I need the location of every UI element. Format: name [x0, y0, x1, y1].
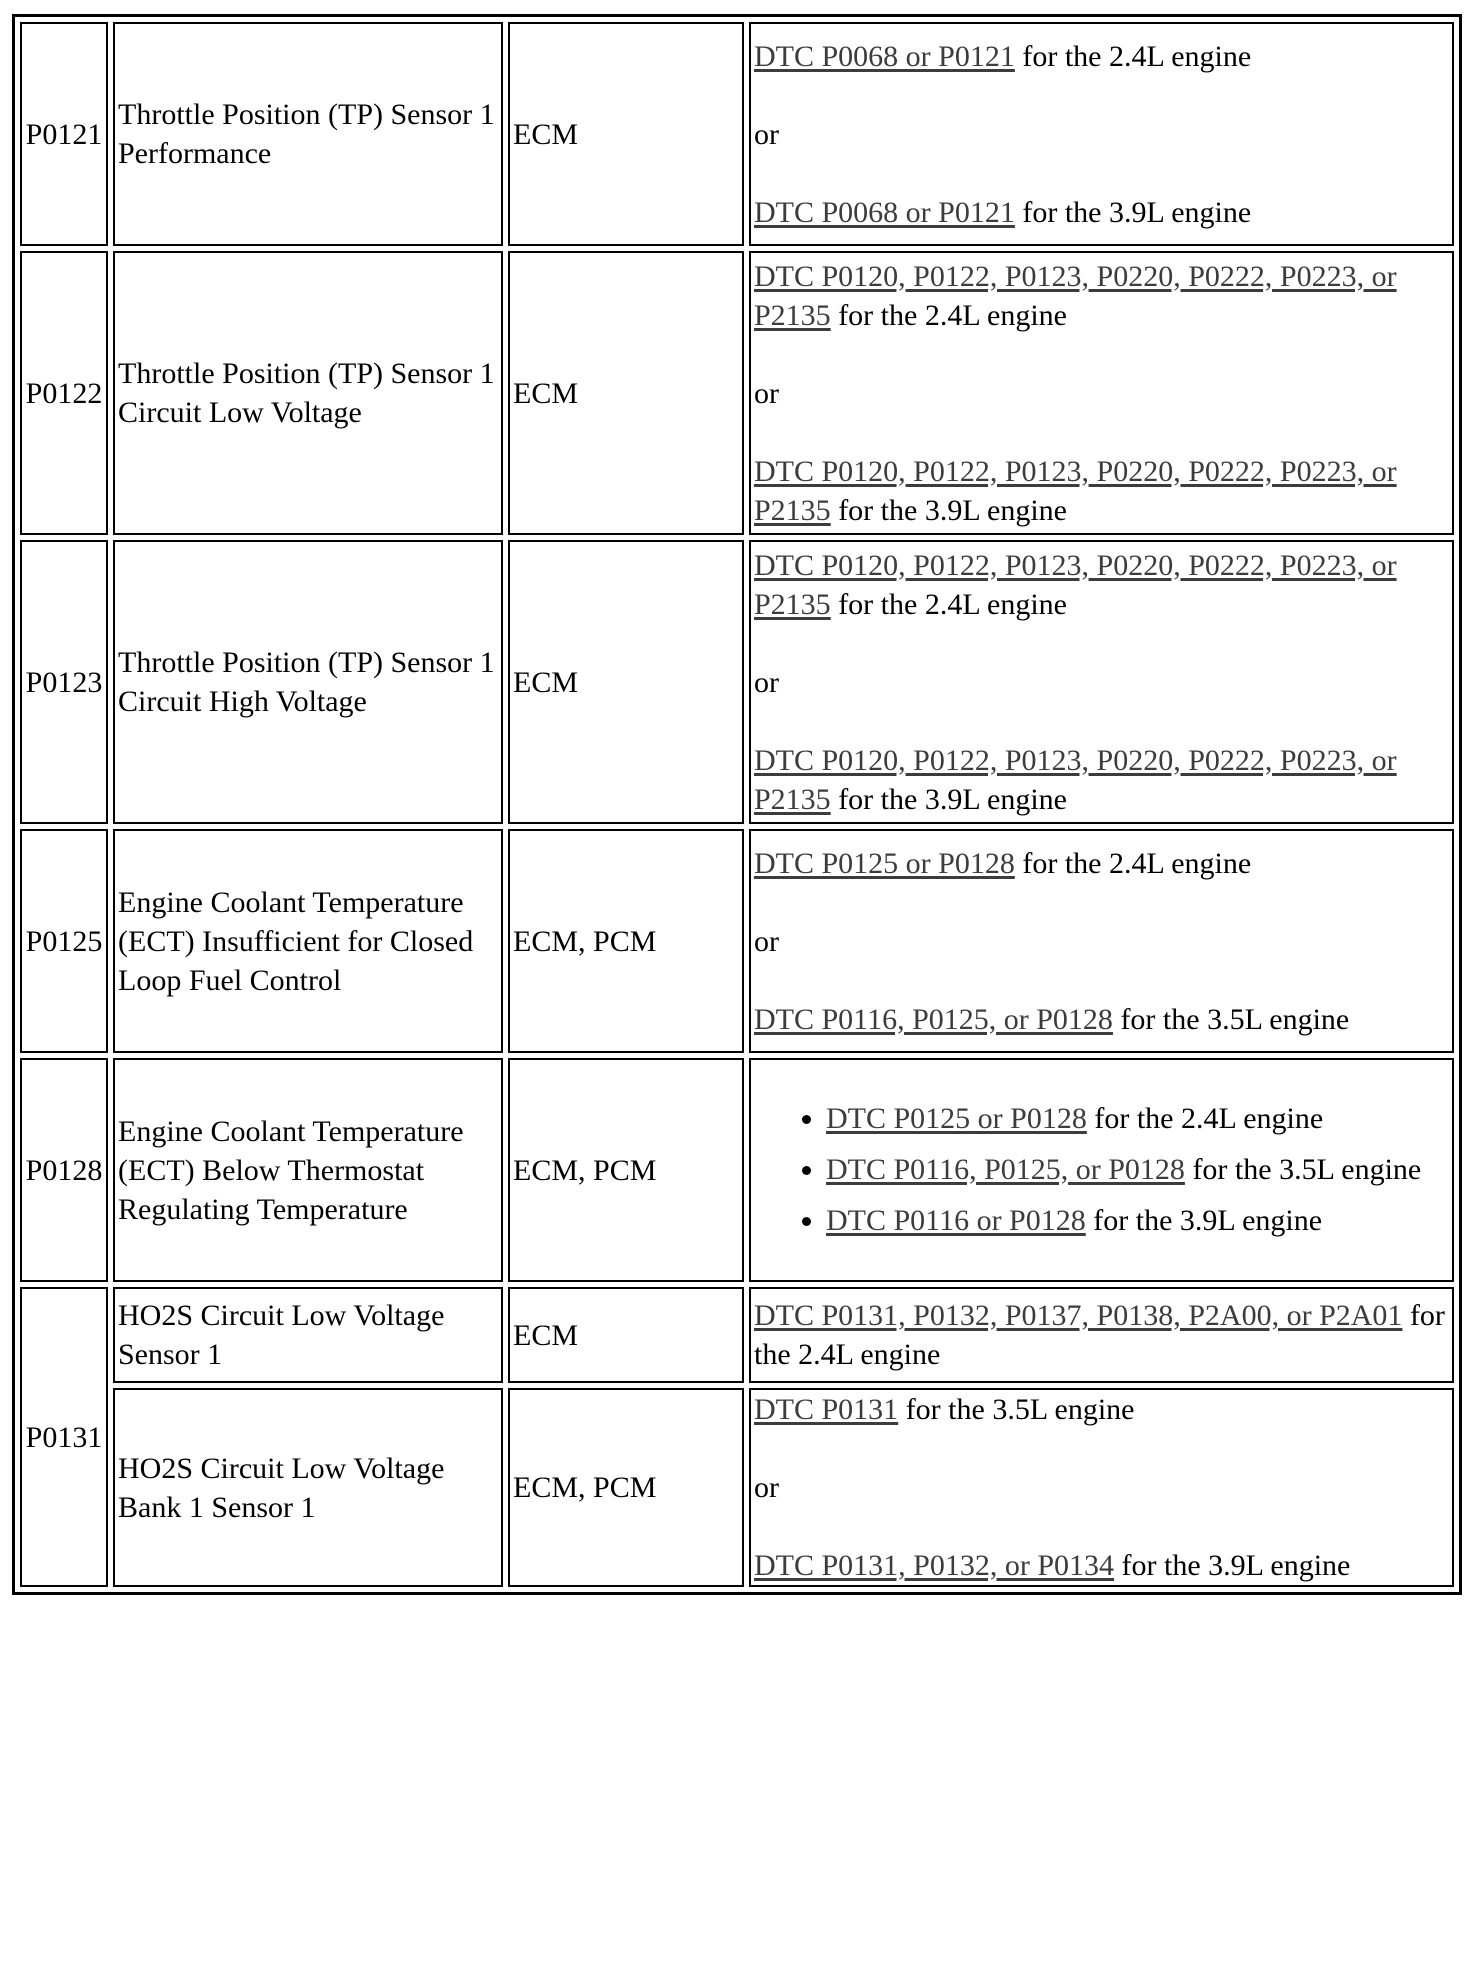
table-row: [20, 1287, 1454, 1383]
dtc-link-suffix: for the 3.9L engine: [1014, 195, 1252, 229]
dtc-code: P0128: [20, 1058, 108, 1282]
dtc-link-suffix: for the 2.4L engine: [1086, 1101, 1324, 1135]
dtc-link[interactable]: DTC P0131, P0132, P0137, P0138, P2A00, or P2A01: [754, 1299, 1403, 1332]
dtc-code: P0122: [20, 251, 108, 535]
table-row: [20, 1388, 1454, 1587]
dtc-link-suffix: for the 3.9L engine: [830, 782, 1067, 816]
dtc-code: P0121: [20, 22, 108, 246]
list-item: [826, 1201, 1449, 1240]
dtc-link[interactable]: DTC P0120, P0122, P0123, P0220, P0222, P0223, or P2135: [754, 548, 1397, 621]
dtc-link-suffix: for the 3.5L engine: [1112, 1002, 1350, 1036]
dtc-link-suffix: for the 2.4L engine: [754, 1299, 1445, 1371]
dtc-code: P0123: [20, 540, 108, 824]
dtc-module: ECM: [508, 540, 744, 824]
dtc-table: [12, 14, 1462, 1595]
dtc-description: Throttle Position (TP) Sensor 1 Performance: [113, 22, 503, 246]
dtc-link-suffix: for the 2.4L engine: [830, 298, 1067, 332]
dtc-description: HO2S Circuit Low Voltage Sensor 1: [113, 1287, 503, 1383]
dtc-link-suffix: for the 3.9L engine: [830, 493, 1067, 527]
list-item: [826, 1150, 1449, 1189]
dtc-link-suffix: for the 3.9L engine: [1085, 1203, 1323, 1237]
dtc-link[interactable]: DTC P0131, P0132, or P0134: [754, 1549, 1115, 1582]
dtc-link-suffix: for the 3.9L engine: [1114, 1549, 1351, 1582]
dtc-module: ECM: [508, 251, 744, 535]
dtc-reference: [749, 1287, 1454, 1383]
dtc-link-suffix: for the 2.4L engine: [830, 587, 1067, 621]
dtc-module: ECM: [508, 1287, 744, 1383]
dtc-link-suffix: for the 2.4L engine: [1014, 846, 1252, 880]
or-text: or: [754, 117, 779, 151]
dtc-link[interactable]: DTC P0116, P0125, or P0128: [826, 1152, 1185, 1186]
dtc-link-suffix: for the 3.5L engine: [1184, 1152, 1422, 1186]
table-row: [20, 540, 1454, 824]
dtc-table-page: [12, 14, 1462, 1595]
dtc-description: Throttle Position (TP) Sensor 1 Circuit Low Voltage: [113, 251, 503, 535]
or-text: or: [754, 1471, 779, 1504]
or-text: or: [754, 376, 779, 410]
dtc-description: Engine Coolant Temperature (ECT) Insufficient for Closed Loop Fuel Control: [113, 829, 503, 1053]
dtc-module: ECM, PCM: [508, 1388, 744, 1587]
dtc-description: Engine Coolant Temperature (ECT) Below Thermostat Regulating Temperature: [113, 1058, 503, 1282]
dtc-description: HO2S Circuit Low Voltage Bank 1 Sensor 1: [113, 1388, 503, 1587]
dtc-link-suffix: for the 3.5L engine: [898, 1393, 1135, 1426]
dtc-reference: [749, 540, 1454, 824]
dtc-module: ECM, PCM: [508, 829, 744, 1053]
dtc-reference: [749, 251, 1454, 535]
dtc-link[interactable]: DTC P0120, P0122, P0123, P0220, P0222, P0223, or P2135: [754, 743, 1397, 816]
dtc-link[interactable]: DTC P0116 or P0128: [826, 1203, 1086, 1237]
bullet-list: [754, 1099, 1449, 1240]
table-row: [20, 829, 1454, 1053]
dtc-link[interactable]: DTC P0125 or P0128: [826, 1101, 1087, 1135]
table-row: [20, 22, 1454, 246]
dtc-link[interactable]: DTC P0068 or P0121: [754, 39, 1015, 73]
dtc-reference: [749, 22, 1454, 246]
dtc-link[interactable]: DTC P0068 or P0121: [754, 195, 1015, 229]
or-text: or: [754, 665, 779, 699]
dtc-reference: [749, 1388, 1454, 1587]
list-item: [826, 1099, 1449, 1138]
dtc-reference: [749, 829, 1454, 1053]
dtc-code: P0125: [20, 829, 108, 1053]
dtc-link-suffix: for the 2.4L engine: [1014, 39, 1252, 73]
dtc-link[interactable]: DTC P0116, P0125, or P0128: [754, 1002, 1113, 1036]
table-row: [20, 1058, 1454, 1282]
dtc-link[interactable]: DTC P0125 or P0128: [754, 846, 1015, 880]
or-text: or: [754, 924, 779, 958]
dtc-link[interactable]: DTC P0131: [754, 1393, 899, 1426]
dtc-module: ECM: [508, 22, 744, 246]
dtc-link[interactable]: DTC P0120, P0122, P0123, P0220, P0222, P0223, or P2135: [754, 454, 1397, 527]
dtc-reference: [749, 1058, 1454, 1282]
dtc-description: Throttle Position (TP) Sensor 1 Circuit High Voltage: [113, 540, 503, 824]
dtc-code: P0131: [20, 1287, 108, 1587]
dtc-link[interactable]: DTC P0120, P0122, P0123, P0220, P0222, P0223, or P2135: [754, 259, 1397, 332]
table-row: [20, 251, 1454, 535]
dtc-module: ECM, PCM: [508, 1058, 744, 1282]
